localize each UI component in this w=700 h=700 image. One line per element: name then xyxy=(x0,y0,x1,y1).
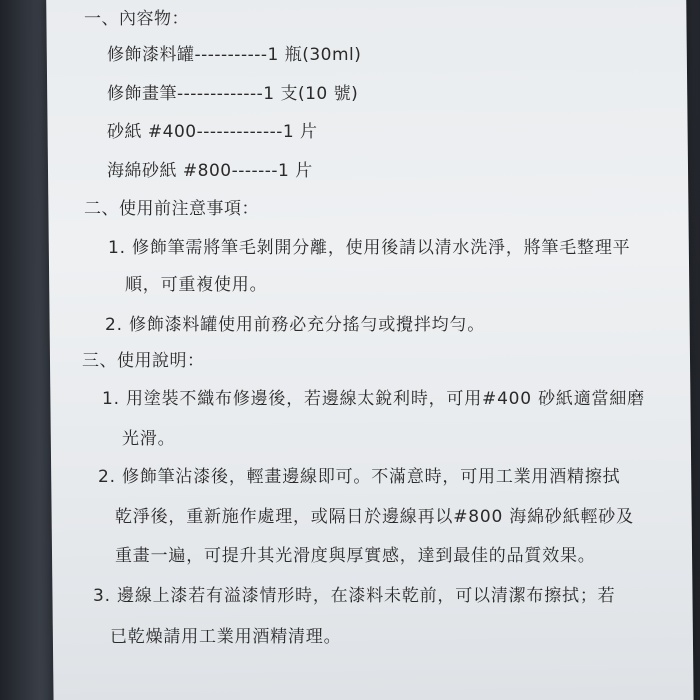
section3-item2-line2: 乾淨後，重新施作處理，或隔日於邊線再以#800 海綿砂紙輕砂及 xyxy=(115,507,634,527)
item-sandpaper-400: 砂紙 #400-------------1 片 xyxy=(107,122,318,142)
section3-heading: 三、使用說明： xyxy=(82,351,205,371)
section2-item1-line1: 1. 修飾筆需將筆毛剝開分離，使用後請以清水洗淨，將筆毛整理平 xyxy=(108,238,631,258)
item-brush: 修飾畫筆-------------1 支(10 號) xyxy=(107,84,359,104)
section2-item1-line2: 順，可重複使用。 xyxy=(125,275,268,295)
section2-heading: 二、使用前注意事項： xyxy=(84,199,259,219)
section3-item3-line2: 已乾燥請用工業用酒精清理。 xyxy=(110,627,342,647)
section3-item2-line3: 重畫一遍，可提升其光滑度與厚實感，達到最佳的品質效果。 xyxy=(115,546,596,566)
item-paint-can: 修飾漆料罐-----------1 瓶(30ml) xyxy=(107,45,362,65)
section1-heading: 一、內容物： xyxy=(84,9,189,29)
section3-item1-line1: 1. 用塗裝不織布修邊後，若邊線太銳利時，可用#400 砂紙適當細磨 xyxy=(102,389,645,409)
section2-item2-line1: 2. 修飾漆料罐使用前務必充分搖勻或攪拌均勻。 xyxy=(105,315,486,335)
section3-item3-line1: 3. 邊線上漆若有溢漆情形時，在漆料未乾前，可以清潔布擦拭；若 xyxy=(93,586,616,606)
section3-item2-line1: 2. 修飾筆沾漆後，輕畫邊線即可。不滿意時，可用工業用酒精擦拭 xyxy=(98,467,621,487)
item-sponge-sandpaper-800: 海綿砂紙 #800-------1 片 xyxy=(107,161,313,181)
section3-item1-line2: 光滑。 xyxy=(122,429,176,449)
